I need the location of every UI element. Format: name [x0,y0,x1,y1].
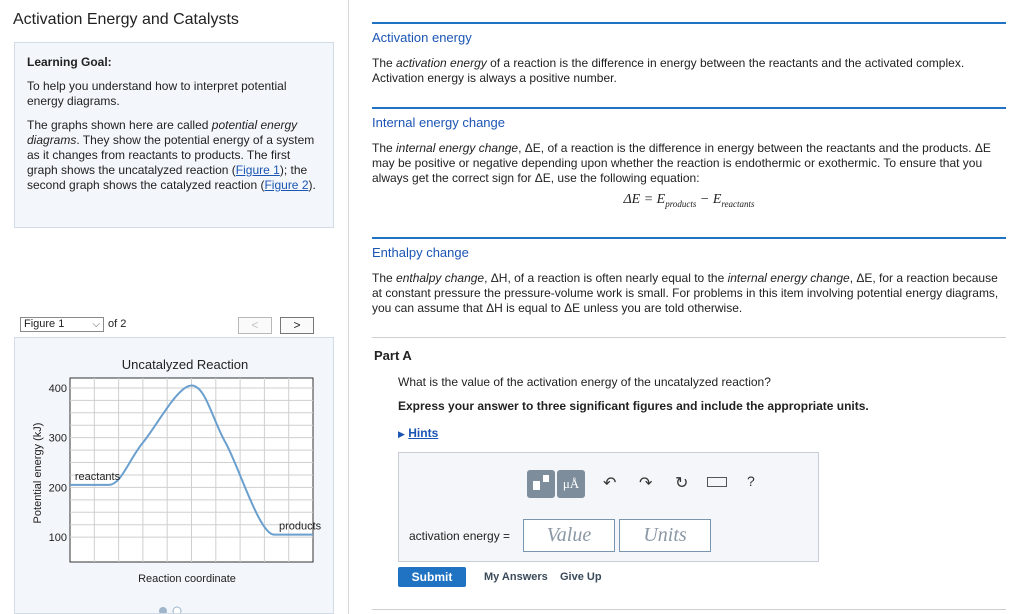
help-button[interactable]: ? [747,473,755,489]
keyboard-icon[interactable] [707,477,727,487]
internal-energy-text: The internal energy change, ΔE, of a reaction is the difference in energy between the reactants and the products. ΔE may be positive or negative depending upon whether the reaction is endothermic or exothermic. To ensure that you always get the correct sign for ΔE, use the following equation: [372,141,991,185]
y-tick-label: 200 [48,482,67,495]
learning-goal-text: To help you understand how to interpret potential energy diagrams. [27,79,287,108]
reset-icon[interactable]: ↻ [675,475,689,492]
page-title: Activation Energy and Catalysts [13,11,239,28]
pager-dot-active[interactable] [159,607,167,613]
products-label: products [278,520,322,533]
learning-goal-description: The graphs shown here are called potential energy diagrams. They show the potential energy of a system as it changes from reactants to products. The first graph shows the uncatalyzed reaction (Figure 1); the second graph shows the catalyzed reaction (Figure 2). [27,118,316,192]
give-up-button[interactable]: Give Up [560,571,602,583]
answer-instruction: Express your answer to three significant figures and include the appropriate units. [398,399,869,413]
potential-energy-chart [15,338,333,613]
figure-2-link[interactable]: Figure 2 [264,178,309,192]
chevron-down-icon: ⌵ [92,319,100,330]
caret-right-icon: ▶ [398,429,405,439]
y-axis-label: Potential energy (kJ) [32,422,44,524]
internal-energy-heading: Internal energy change [372,115,505,130]
y-tick-label: 300 [48,432,67,445]
hints-link[interactable]: Hints [408,426,439,440]
previous-figure-button[interactable]: < [238,317,272,334]
answer-box [398,452,819,562]
template-superscript-icon [543,475,549,482]
template-box-icon [533,481,540,490]
activation-energy-text: The activation energy of a reaction is the difference in energy between the reactants and the activated complex. Activation energy is always a positive number. [372,56,965,85]
enthalpy-heading: Enthalpy change [372,245,469,260]
units-input[interactable]: Units [619,519,711,552]
activation-energy-heading: Activation energy [372,30,472,45]
energy-equation: $\Delta E = E_{products} - E_{reactants}$ [623,192,755,209]
figure-navigation-bar [14,314,334,338]
y-tick-label: 100 [48,532,67,545]
left-panel [0,0,349,614]
pager-dot[interactable] [173,607,181,613]
internal-energy-section [372,107,1006,209]
part-a-section [372,337,1006,363]
templates-button[interactable] [527,470,555,498]
activation-energy-section [372,22,1006,86]
question-text: What is the value of the activation energy of the uncatalyzed reaction? [398,375,771,389]
hints-toggle[interactable] [398,426,438,440]
y-tick-label: 400 [48,382,67,395]
x-axis-label: Reaction coordinate [138,573,236,585]
enthalpy-text: The enthalpy change, ΔH, of a reaction is often nearly equal to the internal energy change, ΔE, for a reaction because at constant pressure the pressure-volume work is small. For problems in this item involving potential energy diagrams, you can assume that ΔH is equal to ΔE unless you are told otherwise. [372,271,999,315]
next-figure-button[interactable]: > [280,317,314,334]
learning-goal-heading: Learning Goal: [27,55,112,69]
undo-icon[interactable]: ↶ [603,475,617,492]
reactants-label: reactants [74,470,121,483]
my-answers-button[interactable]: My Answers [484,571,548,583]
value-input[interactable]: Value [523,519,615,552]
chart-title: Uncatalyzed Reaction [121,357,249,372]
submit-button[interactable]: Submit [398,567,466,587]
figure-1-link[interactable]: Figure 1 [235,163,280,177]
content-panel [372,0,1006,614]
activation-energy-label: activation energy = [409,529,511,543]
units-button[interactable]: μÅ [557,470,585,498]
figure-count: of 2 [108,318,127,330]
learning-goal-box [14,42,334,228]
enthalpy-section [372,237,1006,316]
bottom-divider [372,609,1006,610]
part-a-heading: Part A [374,348,412,363]
figure-panel [14,337,334,614]
figure-select[interactable]: Figure 1 ⌵ [20,317,104,332]
redo-icon[interactable]: ↷ [639,475,653,492]
